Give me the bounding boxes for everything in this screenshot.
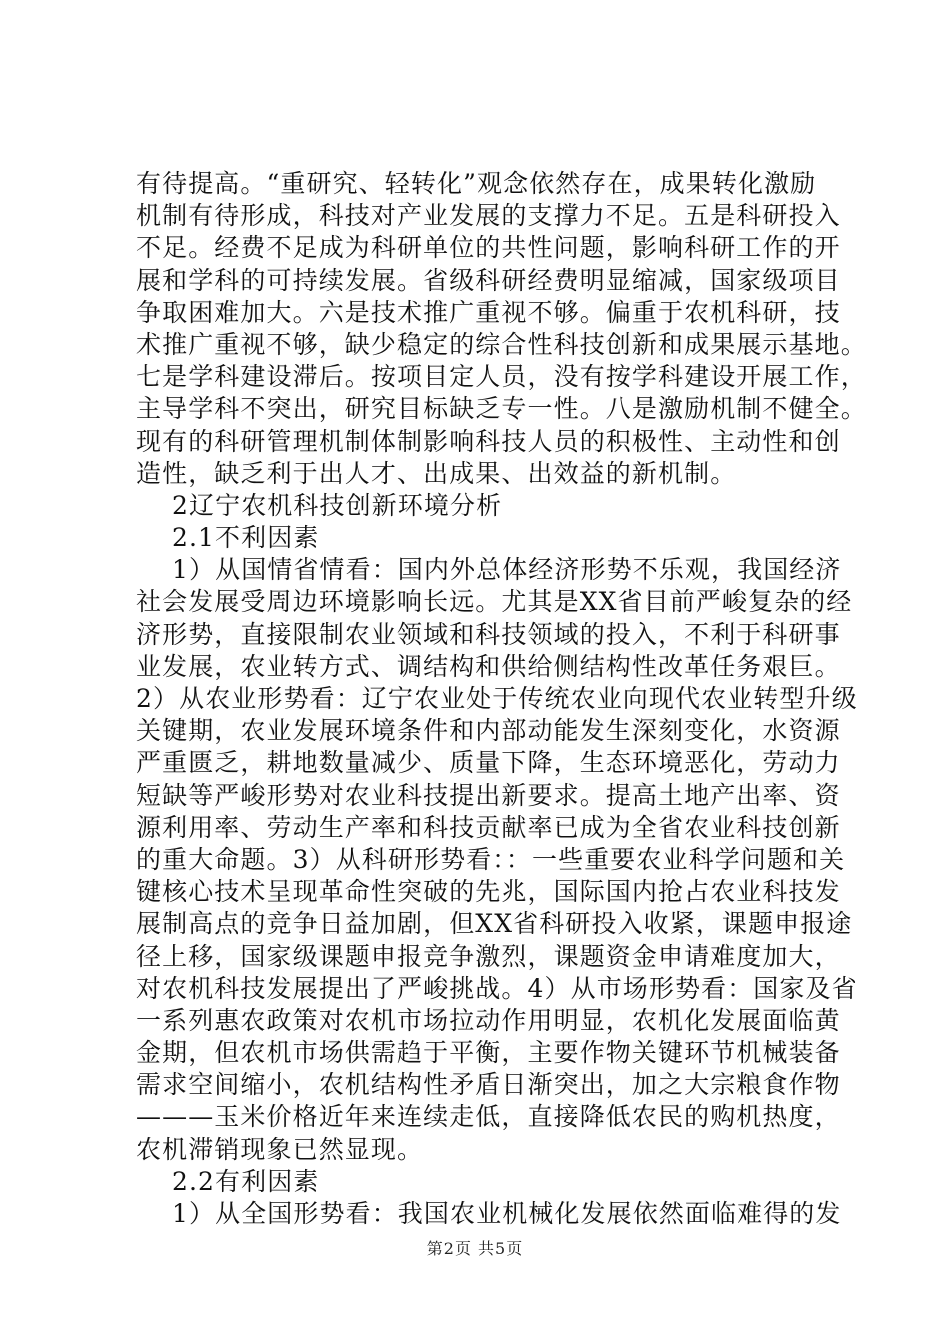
text-line: 源利用率、劳动生产率和科技贡献率已成为全省农业科技创新 [136, 812, 841, 842]
text-line: 短缺等严峻形势对农业科技提出新要求。提高土地产出率、资 [136, 780, 841, 810]
text-line: 造性，缺乏利于出人才、出成果、出效益的新机制。 [136, 458, 737, 488]
text-line: 的重大命题。3）从科研形势看：：一些重要农业科学问题和关 [136, 844, 846, 874]
text-line: 不足。经费不足成为科研单位的共性问题，影响科研工作的开 [136, 233, 841, 263]
text-line: 七是学科建设滞后。按项目定人员，没有按学科建设开展工作， [136, 362, 867, 392]
page-footer: 第2页 共5页 [426, 1239, 524, 1258]
text-line: 争取困难加大。六是技术推广重视不够。偏重于农机科研，技 [136, 297, 841, 327]
text-line: 现有的科研管理机制体制影响科技人员的积极性、主动性和创 [136, 426, 841, 456]
text-line: 济形势，直接限制农业领域和科技领域的投入，不利于科研事 [136, 619, 841, 649]
text-line: 关键期，农业发展环境条件和内部动能发生深刻变化，水资源 [136, 716, 841, 746]
text-line: 严重匮乏，耕地数量减少、质量下降，生态环境恶化，劳动力 [136, 748, 841, 778]
text-line: 业发展，农业转方式、调结构和供给侧结构性改革任务艰巨。 [136, 651, 841, 681]
text-line: ———玉米价格近年来连续走低，直接降低农民的购机热度， [136, 1102, 841, 1132]
text-line: 展制高点的竞争日益加剧，但XX省科研投入收紧，课题申报途 [136, 909, 853, 939]
text-line: 主导学科不突出，研究目标缺乏专一性。八是激励机制不健全。 [136, 394, 867, 424]
text-line: 有待提高。“重研究、轻转化”观念依然存在，成果转化激励 [136, 169, 817, 198]
text-line: 需求空间缩小，农机结构性矛盾日渐突出，加之大宗粮食作物 [136, 1070, 841, 1100]
document-body [136, 168, 867, 1230]
text-line: 1）从国情省情看：国内外总体经济形势不乐观，我国经济 [172, 555, 842, 585]
section-heading: 2辽宁农机科技创新环境分析 [172, 490, 503, 520]
subsection-heading: 2.1不利因素 [172, 523, 320, 553]
text-line: 1）从全国形势看：我国农业机械化发展依然面临难得的发 [172, 1199, 842, 1228]
subsection-heading: 2.2有利因素 [172, 1166, 320, 1196]
text-line: 机制有待形成，科技对产业发展的支撑力不足。五是科研投入 [136, 201, 841, 231]
text-line: 2）从农业形势看：辽宁农业处于传统农业向现代农业转型升级 [136, 684, 858, 713]
text-line: 展和学科的可持续发展。省级科研经费明显缩减，国家级项目 [136, 265, 841, 295]
text-line: 术推广重视不够，缺少稳定的综合性科技创新和成果展示基地。 [136, 329, 867, 359]
text-line: 键核心技术呈现革命性突破的先兆，国际国内抢占农业科技发 [136, 877, 841, 907]
text-line: 农机滞销现象已然显现。 [136, 1134, 424, 1164]
text-line: 径上移，国家级课题申报竞争激烈，课题资金申请难度加大， [136, 941, 841, 971]
text-line: 社会发展受周边环境影响长远。尤其是XX省目前严峻复杂的经 [136, 587, 853, 617]
text-line: 对农机科技发展提出了严峻挑战。4）从市场形势看：国家及省 [136, 973, 858, 1003]
text-line: 一系列惠农政策对农机市场拉动作用明显，农机化发展面临黄 [136, 1005, 841, 1035]
text-line: 金期，但农机市场供需趋于平衡，主要作物关键环节机械装备 [136, 1038, 841, 1068]
